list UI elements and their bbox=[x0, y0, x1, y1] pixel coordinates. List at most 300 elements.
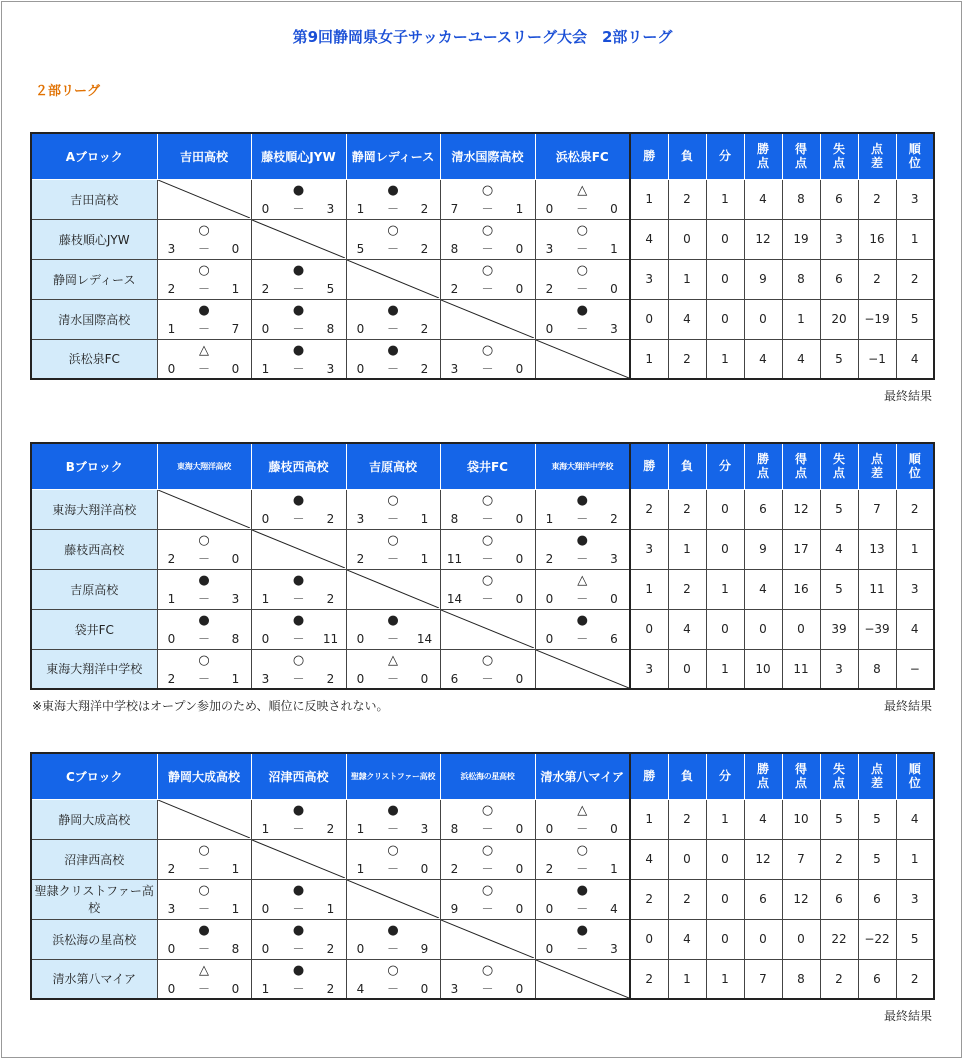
score-for: 0 bbox=[261, 902, 270, 916]
diagonal-line bbox=[347, 570, 439, 608]
stat-column-header bbox=[668, 753, 706, 799]
team-column-header: 藤枝西高校 bbox=[251, 443, 346, 489]
stat-value: 4 bbox=[630, 839, 668, 879]
score-against: 0 bbox=[515, 592, 524, 606]
team-column-header: 藤枝順心JYW bbox=[251, 133, 346, 179]
self-match-cell bbox=[157, 799, 251, 839]
stat-value: 0 bbox=[706, 879, 744, 919]
stat-value: −1 bbox=[858, 339, 896, 379]
stat-column-header bbox=[820, 753, 858, 799]
score-against: 0 bbox=[231, 552, 240, 566]
stat-header-line1: 分 bbox=[718, 149, 731, 164]
score-dash: － bbox=[386, 242, 399, 256]
match-result-cell bbox=[440, 179, 535, 219]
score-dash: － bbox=[197, 902, 210, 916]
score-dash: － bbox=[386, 632, 399, 646]
stat-value: 2 bbox=[858, 259, 896, 299]
match-result-cell bbox=[535, 179, 630, 219]
score-for: 2 bbox=[545, 552, 554, 566]
score-against: 7 bbox=[231, 322, 240, 336]
match-result bbox=[347, 300, 440, 338]
score-dash: － bbox=[292, 322, 305, 336]
match-result bbox=[158, 880, 251, 918]
stat-value: 4 bbox=[896, 799, 934, 839]
stat-value: 1 bbox=[630, 569, 668, 609]
match-result bbox=[252, 180, 346, 218]
stat-header-line2: 点 bbox=[832, 156, 845, 171]
score-for: 1 bbox=[167, 592, 176, 606]
team-row-name: 藤枝西高校 bbox=[31, 529, 157, 569]
stat-header-line1: 失 bbox=[832, 452, 845, 467]
score-dash: － bbox=[386, 322, 399, 336]
result-mark: ● bbox=[576, 883, 588, 898]
match-result bbox=[158, 570, 251, 608]
score-for: 3 bbox=[450, 981, 459, 996]
diagonal-line bbox=[252, 840, 345, 878]
stat-header-line2: 差 bbox=[870, 776, 883, 791]
score-against: 8 bbox=[326, 322, 335, 336]
match-result-cell bbox=[346, 219, 440, 259]
score-dash: － bbox=[386, 671, 399, 686]
score-for: 0 bbox=[356, 361, 365, 376]
match-result bbox=[158, 260, 251, 298]
stat-value: 5 bbox=[820, 489, 858, 529]
match-result bbox=[536, 610, 630, 648]
stat-value: 6 bbox=[744, 489, 782, 529]
score-dash: － bbox=[292, 902, 305, 916]
score-for: 1 bbox=[545, 512, 554, 526]
result-mark: ○ bbox=[292, 652, 305, 668]
diagonal-stroke bbox=[536, 340, 629, 378]
score-dash: － bbox=[576, 512, 589, 526]
result-mark: ● bbox=[198, 923, 210, 938]
result-mark: △ bbox=[577, 573, 588, 588]
score-against: 0 bbox=[515, 282, 524, 296]
score-against: 0 bbox=[610, 282, 618, 296]
team-column-header: 東海大翔洋高校 bbox=[157, 443, 251, 489]
score-for: 0 bbox=[261, 202, 270, 216]
score-for: 0 bbox=[545, 902, 554, 916]
result-mark: ○ bbox=[481, 342, 494, 358]
score-dash: － bbox=[292, 632, 305, 646]
self-match-cell bbox=[440, 609, 535, 649]
team-row-name: 東海大翔洋高校 bbox=[31, 489, 157, 529]
stat-header-line1: 勝 bbox=[756, 452, 769, 467]
diagonal-line bbox=[158, 490, 250, 528]
score-for: 2 bbox=[545, 282, 554, 296]
score-for: 8 bbox=[450, 512, 459, 526]
self-match-cell bbox=[535, 339, 630, 379]
stat-column-header bbox=[858, 443, 896, 489]
stat-column-header bbox=[782, 133, 820, 179]
diagonal-line bbox=[252, 220, 345, 258]
stat-value: 5 bbox=[896, 919, 934, 959]
match-result bbox=[252, 960, 346, 998]
match-result-cell bbox=[251, 569, 346, 609]
result-mark: ○ bbox=[481, 573, 494, 588]
stat-value: 17 bbox=[782, 529, 820, 569]
result-mark: ● bbox=[292, 342, 305, 358]
stat-column-header bbox=[744, 753, 782, 799]
match-result-cell bbox=[251, 919, 346, 959]
diagonal-stroke bbox=[441, 920, 534, 958]
result-mark: ● bbox=[198, 573, 210, 588]
score-dash: － bbox=[386, 942, 399, 956]
match-result-cell bbox=[251, 649, 346, 689]
result-mark: ● bbox=[387, 303, 399, 318]
match-result-cell bbox=[157, 339, 251, 379]
stat-column-header bbox=[820, 443, 858, 489]
match-result bbox=[158, 220, 251, 258]
stat-column-header bbox=[630, 443, 668, 489]
match-result-cell bbox=[251, 959, 346, 999]
result-mark: ○ bbox=[198, 263, 210, 278]
match-result bbox=[158, 920, 251, 958]
match-result-cell bbox=[440, 489, 535, 529]
stat-header-line1: 勝 bbox=[643, 459, 656, 474]
score-dash: － bbox=[481, 242, 494, 256]
stat-value: − bbox=[896, 649, 934, 689]
score-against: 2 bbox=[326, 592, 335, 606]
stat-value: 0 bbox=[744, 609, 782, 649]
table-row bbox=[31, 799, 934, 839]
score-for: 11 bbox=[446, 552, 463, 566]
stat-value: 16 bbox=[858, 219, 896, 259]
stat-value: 4 bbox=[820, 529, 858, 569]
score-dash: － bbox=[197, 942, 210, 956]
match-result bbox=[252, 260, 346, 298]
stat-value: 39 bbox=[820, 609, 858, 649]
stat-column-header bbox=[744, 443, 782, 489]
match-result-cell bbox=[440, 339, 535, 379]
match-result bbox=[536, 300, 630, 338]
stat-value: 2 bbox=[630, 879, 668, 919]
result-mark: ○ bbox=[198, 223, 210, 238]
result-mark: ● bbox=[387, 342, 399, 358]
stat-value: 6 bbox=[858, 959, 896, 999]
table-row bbox=[31, 219, 934, 259]
stat-value: 2 bbox=[630, 489, 668, 529]
result-mark: ○ bbox=[481, 183, 494, 198]
score-for: 0 bbox=[356, 632, 365, 646]
stat-value: 0 bbox=[668, 839, 706, 879]
match-result bbox=[158, 530, 251, 568]
team-row-name: 吉原高校 bbox=[31, 569, 157, 609]
stat-value: 9 bbox=[744, 529, 782, 569]
stat-value: 20 bbox=[820, 299, 858, 339]
table-row bbox=[31, 489, 934, 529]
stat-header-line2: 点 bbox=[756, 466, 769, 481]
stat-value: 5 bbox=[858, 839, 896, 879]
score-dash: － bbox=[576, 902, 589, 916]
score-against: 0 bbox=[515, 512, 524, 526]
stat-value: 5 bbox=[896, 299, 934, 339]
score-for: 2 bbox=[167, 671, 176, 686]
diagonal-stroke bbox=[441, 300, 534, 338]
diagonal-stroke bbox=[347, 260, 439, 298]
score-for: 14 bbox=[446, 592, 463, 606]
stat-value: −22 bbox=[858, 919, 896, 959]
match-result bbox=[441, 960, 535, 998]
team-column-header: 聖隷クリストファー高校 bbox=[346, 753, 440, 799]
result-mark: ● bbox=[292, 962, 305, 978]
score-against: 3 bbox=[231, 592, 240, 606]
score-dash: － bbox=[197, 361, 210, 376]
match-result bbox=[347, 180, 440, 218]
self-match-cell bbox=[251, 529, 346, 569]
team-column-header: 袋井FC bbox=[440, 443, 535, 489]
match-result-cell bbox=[346, 529, 440, 569]
stat-value: 2 bbox=[668, 879, 706, 919]
result-mark: ● bbox=[576, 303, 588, 318]
score-against: 3 bbox=[610, 322, 618, 336]
match-result-cell bbox=[157, 299, 251, 339]
stat-value: 5 bbox=[820, 339, 858, 379]
score-for: 0 bbox=[545, 322, 554, 336]
diagonal-line bbox=[347, 260, 439, 298]
score-dash: － bbox=[576, 942, 589, 956]
score-against: 2 bbox=[326, 822, 335, 836]
stat-header-line1: 点 bbox=[870, 762, 883, 777]
match-result bbox=[347, 530, 440, 568]
score-dash: － bbox=[292, 282, 305, 296]
score-dash: － bbox=[292, 361, 305, 376]
match-result-cell bbox=[535, 799, 630, 839]
score-dash: － bbox=[386, 512, 399, 526]
stat-column-header bbox=[896, 753, 934, 799]
match-result bbox=[441, 570, 535, 608]
stat-value: 13 bbox=[858, 529, 896, 569]
self-match-cell bbox=[251, 219, 346, 259]
stat-value: 0 bbox=[668, 649, 706, 689]
self-match-cell bbox=[535, 959, 630, 999]
match-result bbox=[252, 340, 346, 378]
score-dash: － bbox=[292, 592, 305, 606]
match-result-cell bbox=[535, 839, 630, 879]
score-against: 2 bbox=[420, 202, 429, 216]
score-against: 1 bbox=[420, 512, 429, 526]
stat-value: 0 bbox=[630, 609, 668, 649]
score-against: 3 bbox=[420, 822, 429, 836]
score-against: 2 bbox=[420, 361, 429, 376]
result-mark: ○ bbox=[576, 263, 588, 278]
result-mark: ● bbox=[292, 263, 305, 278]
stat-value: 4 bbox=[630, 219, 668, 259]
score-dash: － bbox=[386, 361, 399, 376]
result-mark: ○ bbox=[481, 533, 494, 548]
stat-value: 2 bbox=[820, 839, 858, 879]
score-for: 0 bbox=[545, 592, 554, 606]
score-dash: － bbox=[197, 981, 210, 996]
stat-value: 1 bbox=[668, 259, 706, 299]
stat-value: 0 bbox=[668, 219, 706, 259]
match-result bbox=[252, 650, 346, 688]
stat-value: 1 bbox=[706, 799, 744, 839]
team-column-header: 吉田高校 bbox=[157, 133, 251, 179]
stat-value: 2 bbox=[668, 339, 706, 379]
score-dash: － bbox=[292, 512, 305, 526]
stat-value: 0 bbox=[706, 919, 744, 959]
stat-value: 6 bbox=[820, 879, 858, 919]
score-dash: － bbox=[576, 862, 589, 876]
stat-value: 1 bbox=[706, 649, 744, 689]
match-result-cell bbox=[157, 919, 251, 959]
league-table-3 bbox=[30, 752, 935, 1000]
match-result-cell bbox=[346, 609, 440, 649]
stat-value: 0 bbox=[706, 609, 744, 649]
score-dash: － bbox=[197, 242, 210, 256]
header-row bbox=[31, 133, 934, 179]
match-result bbox=[158, 960, 251, 998]
match-result bbox=[347, 650, 440, 688]
match-result bbox=[536, 800, 630, 838]
match-result-cell bbox=[157, 219, 251, 259]
match-result bbox=[158, 300, 251, 338]
score-dash: － bbox=[481, 671, 494, 686]
result-mark: ● bbox=[292, 573, 305, 588]
score-for: 2 bbox=[356, 552, 365, 566]
stat-value: 1 bbox=[706, 179, 744, 219]
score-against: 2 bbox=[326, 942, 335, 956]
match-result-cell bbox=[346, 179, 440, 219]
league-table-2 bbox=[30, 442, 935, 690]
score-against: 1 bbox=[610, 862, 618, 876]
stat-value: 4 bbox=[744, 179, 782, 219]
stat-value: 3 bbox=[896, 569, 934, 609]
stat-header-line1: 負 bbox=[680, 149, 693, 164]
header-row bbox=[31, 753, 934, 799]
team-row-name: 浜松海の星高校 bbox=[31, 919, 157, 959]
stat-value: 1 bbox=[782, 299, 820, 339]
table-row bbox=[31, 569, 934, 609]
self-match-cell bbox=[251, 839, 346, 879]
match-result-cell bbox=[157, 879, 251, 919]
score-against: 0 bbox=[610, 822, 618, 836]
stat-value: 2 bbox=[668, 179, 706, 219]
score-dash: － bbox=[386, 552, 399, 566]
result-mark: ○ bbox=[387, 533, 399, 548]
self-match-cell bbox=[346, 259, 440, 299]
score-against: 1 bbox=[515, 202, 524, 216]
team-column-header: 沼津西高校 bbox=[251, 753, 346, 799]
match-result bbox=[441, 800, 535, 838]
stat-value: 0 bbox=[782, 919, 820, 959]
score-against: 2 bbox=[610, 512, 618, 526]
table-row bbox=[31, 959, 934, 999]
stat-value: 2 bbox=[896, 489, 934, 529]
stat-value: 1 bbox=[706, 569, 744, 609]
score-against: 1 bbox=[231, 282, 240, 296]
stat-column-header bbox=[782, 443, 820, 489]
match-result bbox=[347, 340, 440, 378]
score-for: 3 bbox=[450, 361, 459, 376]
block-name: Cブロック bbox=[31, 753, 157, 799]
score-for: 1 bbox=[356, 822, 365, 836]
score-for: 8 bbox=[450, 822, 459, 836]
match-result-cell bbox=[251, 259, 346, 299]
match-result bbox=[252, 880, 346, 918]
score-against: 0 bbox=[420, 981, 429, 996]
score-dash: － bbox=[576, 552, 589, 566]
score-against: 1 bbox=[326, 902, 335, 916]
stat-header-line2: 差 bbox=[870, 466, 883, 481]
score-dash: － bbox=[481, 981, 494, 996]
score-against: 1 bbox=[610, 242, 618, 256]
table-row bbox=[31, 649, 934, 689]
match-result-cell bbox=[251, 299, 346, 339]
stat-header-line1: 分 bbox=[718, 459, 731, 474]
match-result-cell bbox=[157, 609, 251, 649]
score-for: 0 bbox=[356, 942, 365, 956]
match-result bbox=[252, 610, 346, 648]
match-result bbox=[347, 960, 440, 998]
stat-column-header bbox=[744, 133, 782, 179]
score-against: 0 bbox=[515, 361, 524, 376]
match-result-cell bbox=[346, 489, 440, 529]
match-result-cell bbox=[251, 339, 346, 379]
match-result bbox=[158, 340, 251, 378]
score-for: 4 bbox=[356, 981, 365, 996]
stat-value: 4 bbox=[668, 919, 706, 959]
stat-value: 8 bbox=[858, 649, 896, 689]
diagonal-stroke bbox=[536, 960, 629, 998]
score-against: 0 bbox=[420, 862, 429, 876]
team-row-name: 静岡レディース bbox=[31, 259, 157, 299]
diagonal-stroke bbox=[441, 610, 534, 648]
diagonal-stroke bbox=[536, 650, 629, 688]
stat-value: 9 bbox=[744, 259, 782, 299]
block-name: Aブロック bbox=[31, 133, 157, 179]
score-dash: － bbox=[576, 592, 589, 606]
score-against: 0 bbox=[515, 822, 524, 836]
match-result-cell bbox=[440, 219, 535, 259]
score-dash: － bbox=[481, 202, 494, 216]
self-match-cell bbox=[440, 919, 535, 959]
result-mark: ● bbox=[292, 613, 305, 628]
match-result-cell bbox=[440, 529, 535, 569]
diagonal-stroke bbox=[158, 490, 250, 528]
match-result bbox=[441, 880, 535, 918]
stat-value: 7 bbox=[744, 959, 782, 999]
diagonal-stroke bbox=[252, 840, 345, 878]
stat-value: 1 bbox=[896, 529, 934, 569]
result-mark: ○ bbox=[481, 263, 494, 278]
stat-value: 11 bbox=[858, 569, 896, 609]
result-mark: ● bbox=[292, 883, 305, 898]
self-match-cell bbox=[535, 649, 630, 689]
score-for: 9 bbox=[450, 902, 459, 916]
match-result bbox=[252, 800, 346, 838]
diagonal-stroke bbox=[347, 570, 439, 608]
match-result-cell bbox=[535, 609, 630, 649]
match-result bbox=[536, 260, 630, 298]
stat-value: 0 bbox=[782, 609, 820, 649]
team-column-header: 清水第八マイア bbox=[535, 753, 630, 799]
stat-value: 6 bbox=[820, 179, 858, 219]
score-against: 0 bbox=[420, 671, 429, 686]
score-against: 4 bbox=[610, 902, 618, 916]
stat-column-header bbox=[668, 133, 706, 179]
stat-value: 0 bbox=[630, 299, 668, 339]
score-against: 8 bbox=[231, 942, 240, 956]
stat-column-header bbox=[896, 443, 934, 489]
score-dash: － bbox=[576, 322, 589, 336]
score-dash: － bbox=[481, 552, 494, 566]
match-result bbox=[252, 570, 346, 608]
score-against: 3 bbox=[326, 202, 335, 216]
score-for: 0 bbox=[545, 822, 554, 836]
result-mark: ● bbox=[198, 613, 210, 628]
